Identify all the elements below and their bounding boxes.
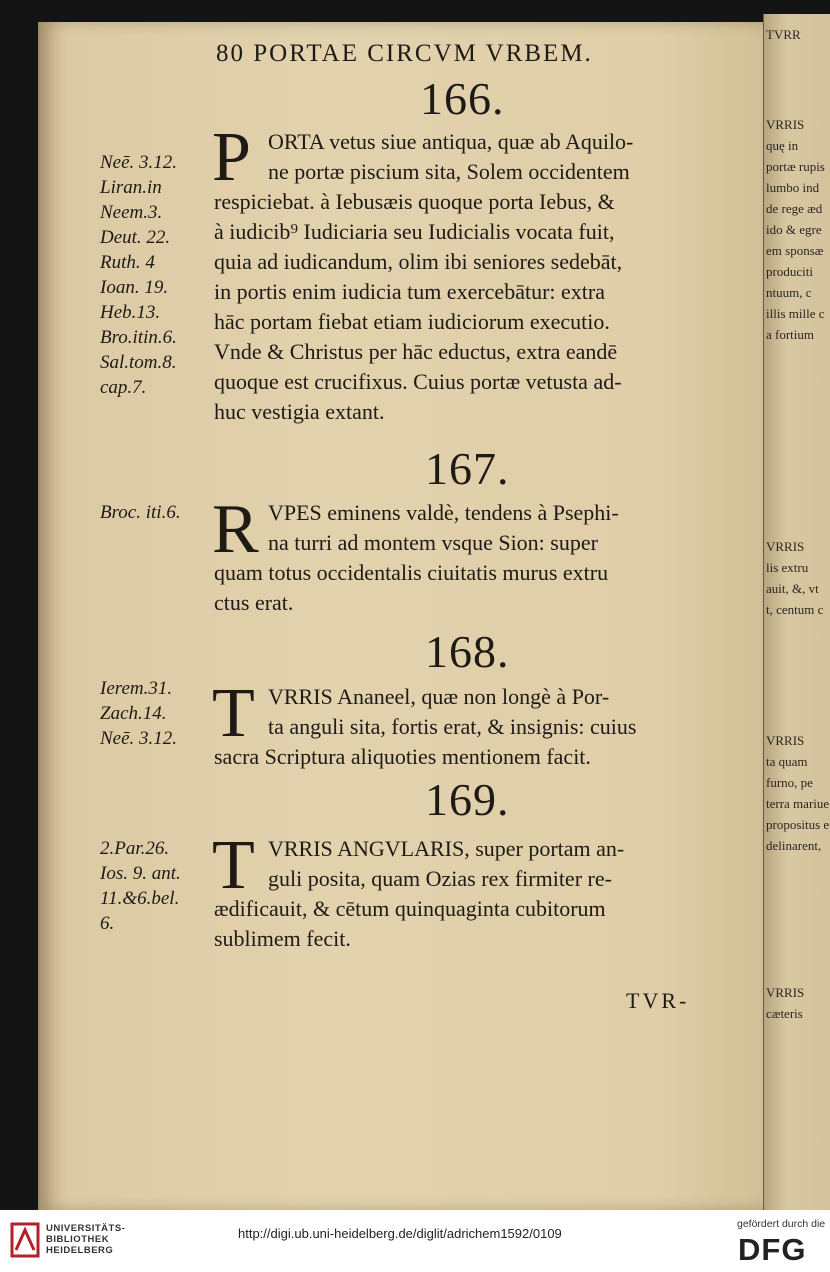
next-page-fragment — [766, 536, 830, 620]
text-line: sacra Scriptura aliquoties mentionem facit. — [214, 744, 591, 769]
text-line: quoque est crucifixus. Cuius portæ vetusta ad- — [214, 369, 622, 394]
drop-cap: T — [212, 675, 255, 752]
fragment-line: VRRIS — [766, 985, 805, 1000]
fragment-line: delinarent, — [766, 838, 822, 853]
text-line: à iudicib⁹ Iudiciaria seu Iudicialis vocata fuit, — [214, 219, 615, 244]
dfg-logo[interactable]: DFG — [738, 1232, 807, 1267]
text-line: na turri ad montem vsque Sion: super — [268, 530, 598, 555]
text-line: ne portæ piscium sita, Solem occidentem — [268, 159, 630, 184]
fragment-line: t, centum c — [766, 602, 824, 617]
fragment-line: VRRIS — [766, 539, 805, 554]
library-line: BIBLIOTHEK — [46, 1234, 110, 1245]
fragment-line: quę in — [766, 138, 799, 153]
paragraph-body — [214, 558, 608, 618]
text-line: quam totus occidentalis ciuitatis murus extru — [214, 560, 609, 585]
margin-note: Neē. 3.12. — [100, 728, 178, 749]
margin-note: Heb.13. — [100, 302, 161, 323]
margin-note: Sal.tom.8. — [100, 352, 177, 373]
fragment-line: TVRR — [766, 27, 801, 42]
margin-note: 6. — [100, 913, 115, 934]
drop-cap: T — [212, 827, 255, 904]
paragraph-head — [268, 834, 624, 894]
margin-note: Deut. 22. — [100, 227, 171, 248]
fragment-line: propositus e — [766, 817, 830, 832]
margin-note: Bro.itin.6. — [100, 327, 177, 348]
margin-note: Ierem.31. — [100, 678, 173, 699]
fragment-line: em sponsæ — [766, 243, 824, 258]
margin-note: Liran.in — [100, 177, 162, 198]
fragment-line: ta quam — [766, 754, 808, 769]
fragment-line: illis mille c — [766, 306, 825, 321]
margin-notes — [100, 676, 177, 751]
margin-note: cap.7. — [100, 377, 147, 398]
running-header: 80 PORTAE CIRCVM VRBEM. — [216, 40, 593, 67]
next-page-fragment — [766, 730, 830, 856]
margin-note: 2.Par.26. — [100, 838, 170, 859]
viewer-footer — [0, 1210, 830, 1272]
text-line: respiciebat. à Iebusæis quoque porta Iebus, & — [214, 189, 615, 214]
fragment-line: ido & egre — [766, 222, 822, 237]
text-line: ædificauit, & cētum quinquaginta cubitorum — [214, 896, 606, 921]
next-page-fragment — [766, 24, 830, 45]
margin-notes — [100, 836, 181, 936]
text-line: huc vestigia extant. — [214, 399, 385, 424]
fragment-line: portæ rupis — [766, 159, 825, 174]
catchword: TVR- — [626, 988, 690, 1013]
library-line: HEIDELBERG — [46, 1245, 114, 1256]
fragment-line: VRRIS — [766, 117, 805, 132]
paragraph-body — [214, 894, 606, 954]
text-line: sublimem fecit. — [214, 926, 351, 951]
fragment-line: furno, pe — [766, 775, 813, 790]
text-line: ta anguli sita, fortis erat, & insignis: cuius — [268, 714, 637, 739]
text-line: VPES eminens valdè, tendens à Psephi- — [268, 500, 619, 525]
section-number: 168. — [425, 626, 510, 677]
fragment-line: VRRIS — [766, 733, 805, 748]
sponsor-note: gefördert durch die — [737, 1218, 826, 1230]
text-line: hāc portam fiebat etiam iudiciorum executio. — [214, 309, 610, 334]
margin-note: Ios. 9. ant. — [100, 863, 181, 884]
paragraph-head — [268, 498, 619, 558]
margin-note: Neem.3. — [100, 202, 163, 223]
text-line: VRRIS ANGVLARIS, super portam an- — [268, 836, 625, 861]
next-page-edge — [763, 14, 830, 1210]
section-number: 166. — [420, 73, 505, 124]
fragment-line: lis extru — [766, 560, 809, 575]
paragraph-body — [214, 742, 591, 772]
library-line: UNIVERSITÄTS- — [46, 1223, 126, 1234]
margin-note: 11.&6.bel. — [100, 888, 180, 909]
drop-cap: P — [212, 119, 251, 196]
section-number: 167. — [425, 443, 510, 494]
library-logo-text[interactable] — [46, 1223, 125, 1256]
fragment-line: de rege æd — [766, 201, 823, 216]
next-page-fragment — [766, 982, 830, 1024]
margin-note: Neē. 3.12. — [100, 152, 178, 173]
next-page-fragment — [766, 114, 830, 345]
fragment-line: ntuum, c — [766, 285, 812, 300]
margin-note: Ioan. 19. — [100, 277, 169, 298]
fragment-line: terra mariue — [766, 796, 830, 811]
section-number: 169. — [425, 774, 510, 825]
margin-notes — [100, 500, 181, 525]
text-line: VRRIS Ananeel, quæ non longè à Por- — [268, 684, 610, 709]
fragment-line: auit, &, vt — [766, 581, 819, 596]
fragment-line: produciti — [766, 264, 813, 279]
text-line: guli posita, quam Ozias rex firmiter re- — [268, 866, 612, 891]
text-line: ORTA vetus siue antiqua, quæ ab Aquilo- — [268, 129, 634, 154]
margin-notes — [100, 150, 177, 400]
paragraph-head — [268, 682, 636, 742]
permalink-url[interactable]: http://digi.ub.uni-heidelberg.de/diglit/adrichem1592/0109 — [238, 1226, 562, 1241]
text-line: quia ad iudicandum, olim ibi seniores sedebāt, — [214, 249, 623, 274]
fragment-line: a fortium — [766, 327, 815, 342]
margin-note: Zach.14. — [100, 703, 167, 724]
drop-cap: R — [212, 491, 259, 568]
text-line: ctus erat. — [214, 590, 294, 615]
fragment-line: lumbo ind — [766, 180, 820, 195]
margin-note: Broc. iti.6. — [100, 502, 181, 523]
fragment-line: cæteris — [766, 1006, 803, 1021]
text-line: Vnde & Christus per hāc eductus, extra eandē — [214, 339, 618, 364]
paragraph-body — [214, 187, 622, 427]
text-line: in portis enim iudicia tum exercebātur: extra — [214, 279, 605, 304]
paragraph-head — [268, 127, 633, 187]
university-seal-icon[interactable] — [10, 1222, 40, 1258]
margin-note: Ruth. 4 — [100, 252, 155, 273]
